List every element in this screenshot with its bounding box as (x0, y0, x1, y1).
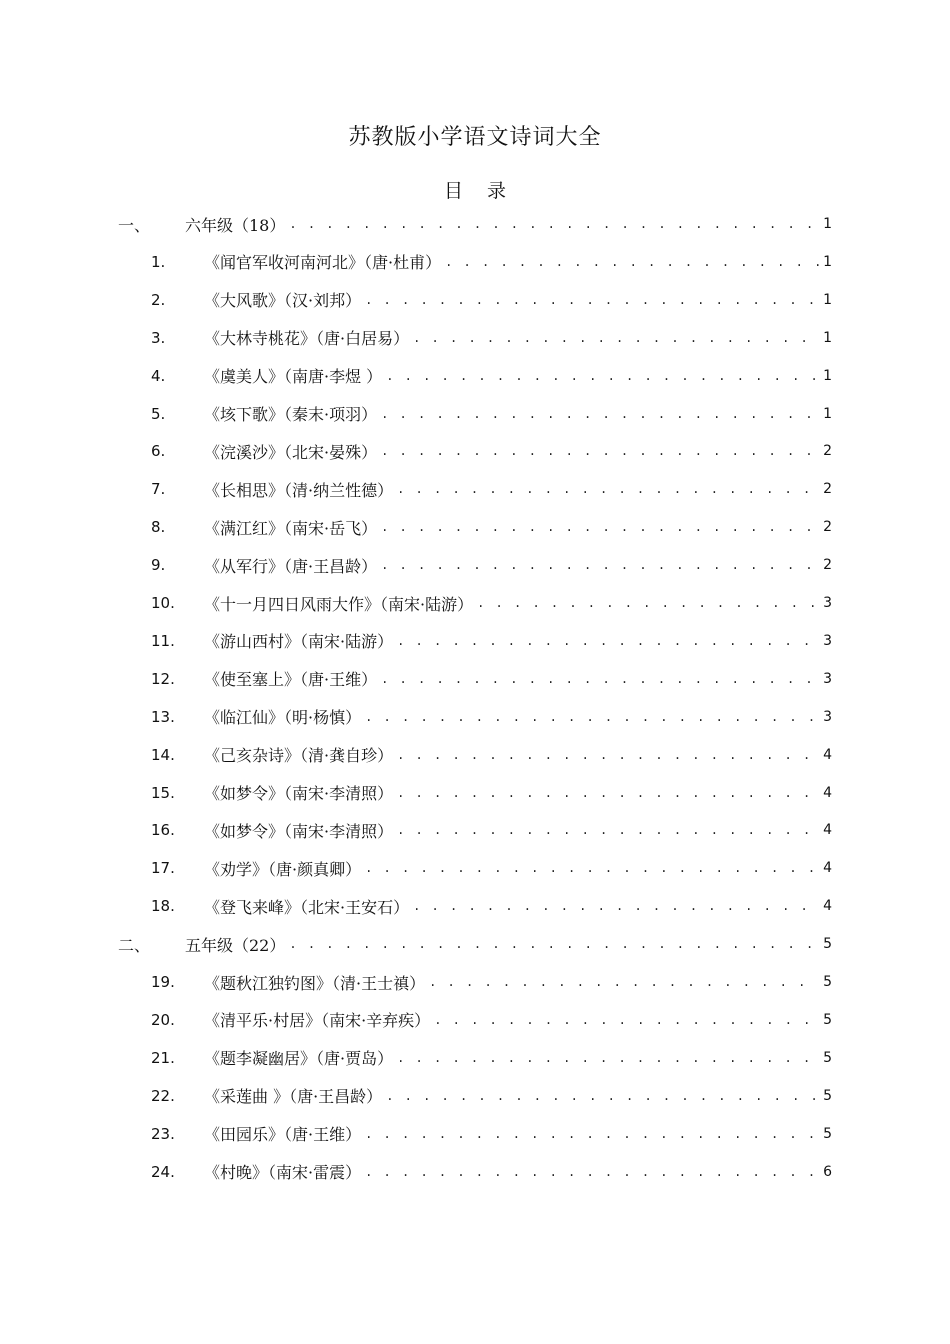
toc-item-number: 1. (151, 252, 166, 271)
toc-item-title: 《十一月四日风雨大作》（南宋·陆游） (204, 594, 474, 614)
toc-entry-line (204, 554, 832, 577)
toc-item-number: 23. (151, 1124, 175, 1143)
toc-entry-line (204, 326, 832, 349)
dot-leader (397, 749, 819, 761)
dot-leader (365, 862, 819, 874)
toc-page-number: 5 (823, 1049, 832, 1066)
toc-item-row[interactable] (0, 438, 950, 464)
toc-item-row[interactable] (0, 704, 950, 730)
dot-leader (477, 597, 819, 609)
toc-item-title: 《大风歌》（汉·刘邦） (204, 291, 362, 311)
toc-item-number: 17. (151, 859, 175, 878)
toc-item-title: 《清平乐·村居》（南宋·辛弃疾） (204, 1011, 431, 1031)
toc-item-number: 3. (151, 328, 166, 347)
toc-page-number: 5 (823, 1125, 832, 1142)
toc-item-row[interactable] (0, 1083, 950, 1109)
toc-entry-line (204, 781, 832, 804)
dot-leader (397, 483, 819, 495)
toc-section-title: 六年级（18） (185, 215, 286, 235)
document-title: 苏教版小学语文诗词大全 (348, 125, 602, 150)
toc-page-number: 3 (823, 670, 832, 687)
toc-section-number: 一、 (118, 215, 151, 235)
toc-section-row[interactable] (0, 931, 950, 957)
toc-item-title: 《从军行》（唐·王昌龄） (204, 556, 378, 576)
dot-leader (397, 635, 819, 647)
toc-item-row[interactable] (0, 893, 950, 919)
dot-leader (381, 408, 819, 420)
toc-entry-line (204, 250, 832, 273)
toc-page-number: 5 (823, 1087, 832, 1104)
toc-heading: 目录 (443, 180, 530, 202)
toc-item-number: 7. (151, 480, 166, 499)
toc-item-number: 22. (151, 1086, 175, 1105)
toc-item-number: 15. (151, 783, 175, 802)
toc-entry-line (204, 288, 832, 311)
toc-item-title: 《闻官军收河南河北》（唐·杜甫） (204, 253, 442, 273)
toc-entry-line (204, 478, 832, 501)
dot-leader (381, 521, 819, 533)
toc-page-number: 4 (823, 898, 832, 915)
toc-item-title: 《大林寺桃花》（唐·白居易） (204, 329, 410, 349)
toc-item-title: 《使至塞上》（唐·王维） (204, 670, 378, 690)
dot-leader (397, 1052, 819, 1064)
toc-page-number: 4 (823, 784, 832, 801)
toc-item-number: 20. (151, 1010, 175, 1029)
toc-page-number: 3 (823, 708, 832, 725)
toc-item-number: 4. (151, 366, 166, 385)
toc-item-number: 19. (151, 973, 175, 991)
toc-page-number: 1 (823, 405, 832, 422)
toc-page-number: 5 (823, 974, 832, 990)
toc-item-title: 《采莲曲 》（唐·王昌龄） (204, 1087, 383, 1107)
toc-item-title: 《题秋江独钓图》（清·王士禛） (204, 973, 426, 993)
toc-item-number: 10. (151, 594, 175, 612)
toc-page-number: 4 (823, 860, 832, 877)
toc-item-title: 《己亥杂诗》（清·龚自珍） (204, 746, 394, 766)
dot-leader (365, 711, 819, 723)
toc-item-row[interactable] (0, 363, 950, 389)
toc-section-title: 五年级（22） (185, 935, 286, 955)
toc-item-row[interactable] (0, 590, 950, 616)
dot-leader (429, 976, 819, 988)
toc-item-row[interactable] (0, 817, 950, 843)
toc-item-row[interactable] (0, 325, 950, 351)
toc-page-number: 6 (823, 1163, 832, 1180)
toc-page-number: 2 (823, 557, 832, 574)
toc-entry-line (185, 933, 832, 956)
toc-entry-line (204, 1046, 832, 1069)
toc-item-row[interactable] (0, 855, 950, 881)
dot-leader (413, 900, 819, 912)
toc-entry-line (204, 1160, 832, 1183)
toc-item-row[interactable] (0, 514, 950, 540)
toc-entry-line (204, 819, 832, 842)
toc-item-row[interactable] (0, 969, 950, 995)
toc-item-title: 《满江红》（南宋·岳飞） (204, 518, 378, 538)
toc-item-number: 14. (151, 745, 175, 764)
toc-page-number: 4 (823, 746, 832, 763)
toc-item-title: 《如梦令》（南宋·李清照） (204, 821, 394, 841)
toc-item-title: 《如梦令》（南宋·李清照） (204, 784, 394, 803)
dot-leader (289, 938, 819, 950)
dot-leader (386, 370, 819, 382)
toc-page-number: 3 (823, 595, 832, 611)
dot-leader (381, 673, 819, 685)
toc-item-row[interactable] (0, 249, 950, 275)
toc-entry-line (204, 1008, 832, 1031)
toc-entry-line (204, 516, 832, 539)
toc-item-title: 《长相思》（清·纳兰性德） (204, 480, 394, 500)
toc-item-row[interactable] (0, 628, 950, 654)
toc-entry-line (204, 402, 832, 425)
toc-page-number: 3 (823, 632, 832, 649)
toc-entry-line (204, 1122, 832, 1145)
toc-item-number: 12. (151, 669, 175, 688)
toc-page-number: 1 (823, 291, 832, 308)
toc-item-number: 18. (151, 897, 175, 916)
dot-leader (365, 1166, 819, 1178)
toc-item-row[interactable] (0, 666, 950, 692)
dot-leader (381, 445, 819, 457)
toc-item-number: 24. (151, 1162, 175, 1181)
toc-item-title: 《题李凝幽居》（唐·贾岛） (204, 1049, 394, 1069)
toc-item-number: 6. (151, 442, 166, 461)
toc-entry-line (204, 667, 832, 690)
toc-page-number: 1 (823, 216, 832, 232)
dot-leader (381, 559, 819, 571)
toc-item-number: 5. (151, 404, 166, 423)
toc-entry-line (204, 857, 832, 880)
toc-item-row[interactable] (0, 1007, 950, 1033)
toc-section-number: 二、 (118, 935, 151, 955)
toc-section-row[interactable] (0, 211, 950, 237)
toc-item-row[interactable] (0, 780, 950, 806)
toc-page-number: 2 (823, 481, 832, 498)
dot-leader (434, 1014, 819, 1026)
toc-item-row[interactable] (0, 1159, 950, 1185)
toc-entry-line (204, 592, 832, 615)
dot-leader (289, 218, 819, 230)
toc-item-title: 《虞美人》（南唐·李煜 ） (204, 367, 383, 387)
toc-item-row[interactable] (0, 401, 950, 427)
toc-item-number: 21. (151, 1048, 175, 1067)
toc-entry-line (204, 364, 832, 387)
dot-leader (365, 294, 819, 306)
toc-page-number: 5 (823, 1011, 832, 1028)
toc-page-number: 1 (823, 329, 832, 346)
dot-leader (397, 824, 819, 836)
dot-leader (413, 332, 819, 344)
toc-page-number: 1 (823, 253, 832, 270)
dot-leader (397, 787, 819, 799)
toc-item-number: 9. (151, 556, 166, 575)
toc-item-number: 11. (151, 631, 175, 650)
dot-leader (445, 256, 819, 268)
toc-item-title: 《浣溪沙》（北宋·晏殊） (204, 442, 378, 462)
toc-item-title: 《游山西村》（南宋·陆游） (204, 632, 394, 652)
toc-page-number: 5 (823, 936, 832, 953)
toc-item-title: 《劝学》（唐·颜真卿） (204, 859, 362, 879)
toc-item-title: 《村晚》（南宋·雷震） (204, 1163, 362, 1182)
toc-item-row[interactable] (0, 476, 950, 502)
toc-entry-line (204, 1084, 832, 1107)
toc-item-row[interactable] (0, 1121, 950, 1147)
toc-item-title: 《垓下歌》（秦末·项羽） (204, 405, 378, 424)
toc-page-number: 2 (823, 443, 832, 460)
toc-entry-line (204, 440, 832, 463)
toc-item-row[interactable] (0, 742, 950, 768)
toc-entry-line (185, 213, 832, 236)
toc-item-title: 《临江仙》（明·杨慎） (204, 708, 362, 728)
dot-leader (365, 1128, 819, 1140)
toc-item-row[interactable] (0, 552, 950, 578)
toc-item-number: 8. (151, 518, 166, 537)
toc-item-title: 《登飞来峰》（北宋·王安石） (204, 897, 410, 917)
toc-entry-line (204, 705, 832, 728)
toc-item-title: 《田园乐》（唐·王维） (204, 1125, 362, 1145)
toc-page-number: 4 (823, 822, 832, 839)
toc-item-row[interactable] (0, 1045, 950, 1071)
toc-item-row[interactable] (0, 287, 950, 313)
toc-page-number: 2 (823, 519, 832, 536)
toc-item-number: 13. (151, 707, 175, 726)
toc-page-number: 1 (823, 367, 832, 384)
dot-leader (386, 1090, 819, 1102)
toc-item-number: 16. (151, 821, 175, 840)
toc-item-number: 2. (151, 290, 166, 309)
toc-entry-line (204, 629, 832, 652)
toc-entry-line (204, 895, 832, 918)
toc-entry-line (204, 971, 832, 994)
toc-entry-line (204, 743, 832, 766)
